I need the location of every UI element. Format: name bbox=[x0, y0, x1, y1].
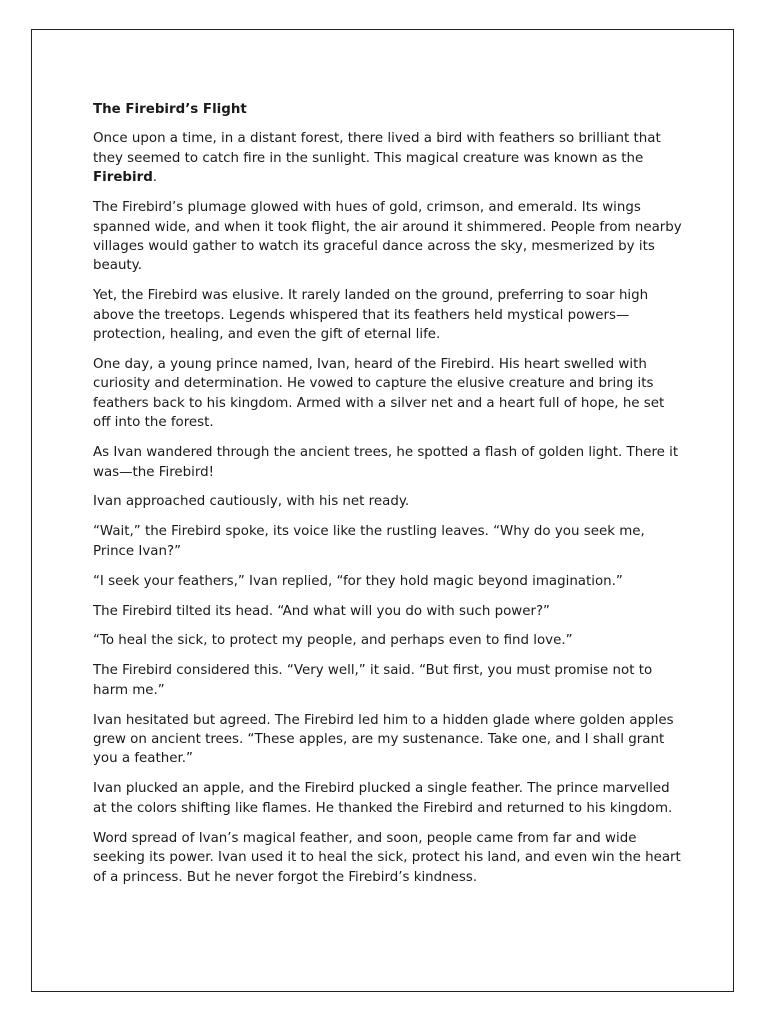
intro-text-after: . bbox=[152, 170, 158, 186]
paragraph-7: “I seek your feathers,” Ivan replied, “for they hold magic beyond imagination.” bbox=[93, 573, 623, 589]
paragraph-4: As Ivan wandered through the ancient trees, he spotted a flash of golden light. There it was—the Firebird! bbox=[93, 445, 679, 480]
paragraph-1: The Firebird’s plumage glowed with hues of gold, crimson, and emerald. Its wings spanned wide, and when it took flight, the air around it shimmered. People from nearby villages would gather to watch its graceful dance across the sky, mesmerized by its beauty. bbox=[93, 200, 682, 274]
intro-paragraph bbox=[93, 129, 683, 187]
paragraph-13: Word spread of Ivan’s magical feather, and soon, people came from far and wide seeking its power. Ivan used it to heal the sick, protect his land, and even win the heart of a princess. But he never forgot the Firebird’s kindness. bbox=[93, 830, 681, 885]
paragraph-10: The Firebird considered this. “Very well,” it said. “But first, you must promise not to harm me.” bbox=[93, 663, 653, 698]
paragraph-6: “Wait,” the Firebird spoke, its voice like the rustling leaves. “Why do you seek me, Prince Ivan?” bbox=[93, 524, 645, 559]
intro-text-before: Once upon a time, in a distant forest, there lived a bird with feathers so brilliant that they seemed to catch fire in the sunlight. This magical creature was known as the bbox=[93, 131, 661, 166]
paragraph-8: The Firebird tilted its head. “And what will you do with such power?” bbox=[93, 603, 550, 619]
intro-bold-firebird: Firebird bbox=[93, 170, 153, 186]
paragraph-9: “To heal the sick, to protect my people, and perhaps even to find love.” bbox=[93, 633, 573, 649]
story-title: The Firebird’s Flight bbox=[93, 102, 247, 117]
paragraph-11: Ivan hesitated but agreed. The Firebird led him to a hidden glade where golden apples grew on ancient trees. “These apples, are my sustenance. Take one, and I shall grant you a feather.” bbox=[93, 712, 674, 767]
document-body bbox=[93, 100, 683, 897]
paragraph-12: Ivan plucked an apple, and the Firebird plucked a single feather. The prince marvelled at the colors shifting like flames. He thanked the Firebird and returned to his kingdom. bbox=[93, 781, 673, 816]
paragraph-5: Ivan approached cautiously, with his net ready. bbox=[93, 494, 410, 510]
document-page bbox=[31, 29, 734, 992]
paragraph-2: Yet, the Firebird was elusive. It rarely landed on the ground, preferring to soar high above the treetops. Legends whispered that its feathers held mystical powers—protection, healing, and even the gift of eternal life. bbox=[93, 288, 649, 343]
paragraph-3: One day, a young prince named, Ivan, heard of the Firebird. His heart swelled with curiosity and determination. He vowed to capture the elusive creature and bring its feathers back to his kingdom. Armed with a silver net and a heart full of hope, he set off into the forest. bbox=[93, 356, 665, 431]
